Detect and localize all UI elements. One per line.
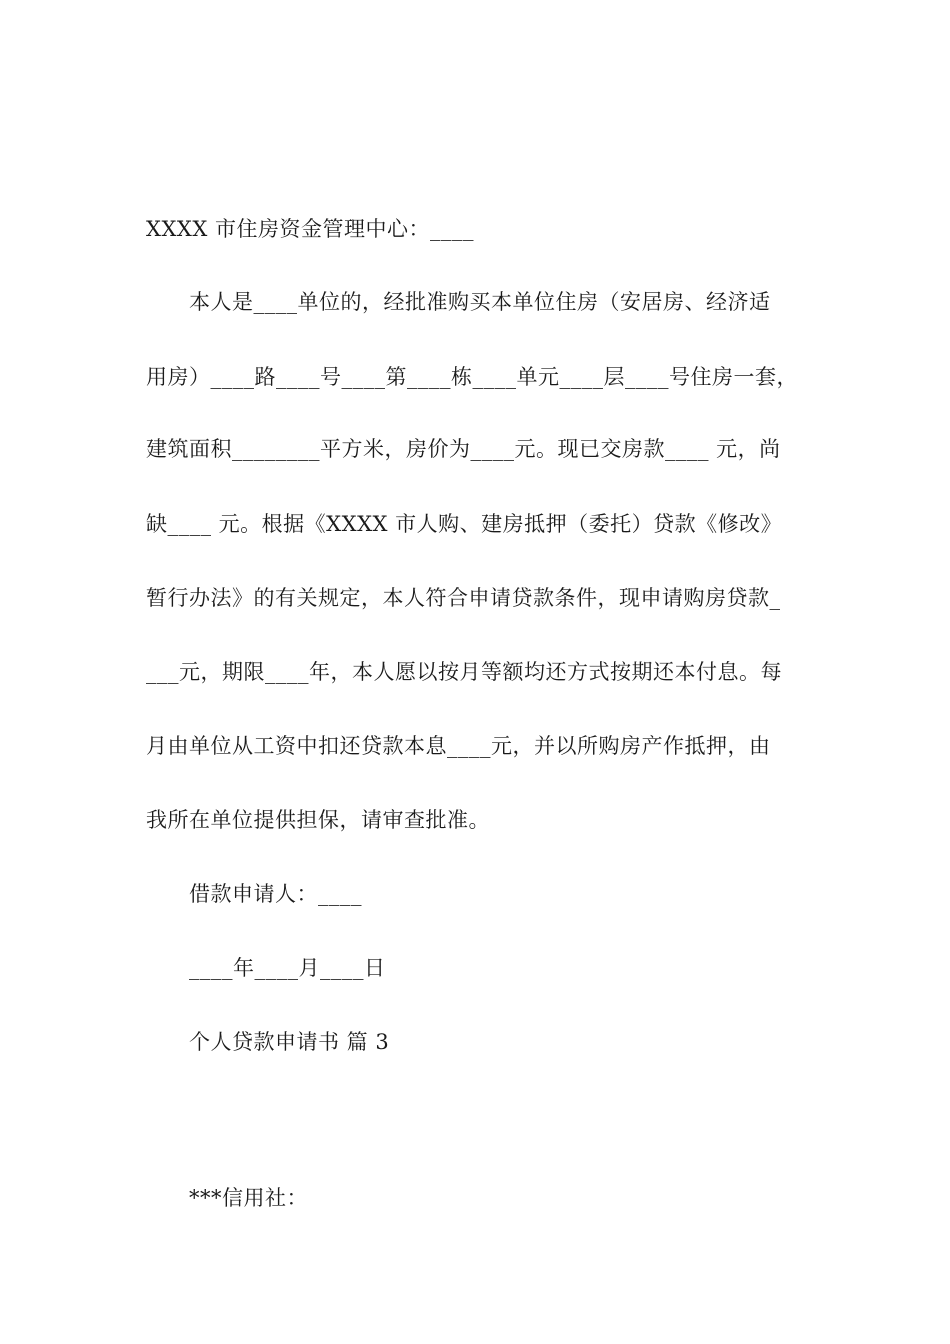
next-salutation: ***信用社： [189,1186,308,1210]
body-line: 缺____ 元。根据《XXXX 市人购、建房抵押（委托）贷款《修改》 [146,512,783,536]
body-line: 用房）____路____号____第____栋____单元____层____号住房一套， [146,365,798,389]
body-line: 月由单位从工资中扣还贷款本息____元，并以所购房产作抵押，由 [146,734,771,758]
body-line: ___元，期限____年，本人愿以按月等额均还方式按期还本付息。每 [146,660,782,684]
body-line: 本人是____单位的，经批准购买本单位住房（安居房、经济适 [189,290,771,314]
date-line: ____年____月____日 [189,956,386,980]
body-line: 我所在单位提供担保，请审查批准。 [146,808,490,832]
applicant-signature-line: 借款申请人：____ [189,882,362,906]
section-title: 个人贷款申请书 篇 3 [189,1030,390,1054]
body-line: 建筑面积________平方米，房价为____元。现已交房款____ 元，尚 [146,437,781,461]
salutation: XXXX 市住房资金管理中心：____ [146,217,474,241]
body-line: 暂行办法》的有关规定，本人符合申请贷款条件，现申请购房贷款_ [146,586,781,610]
